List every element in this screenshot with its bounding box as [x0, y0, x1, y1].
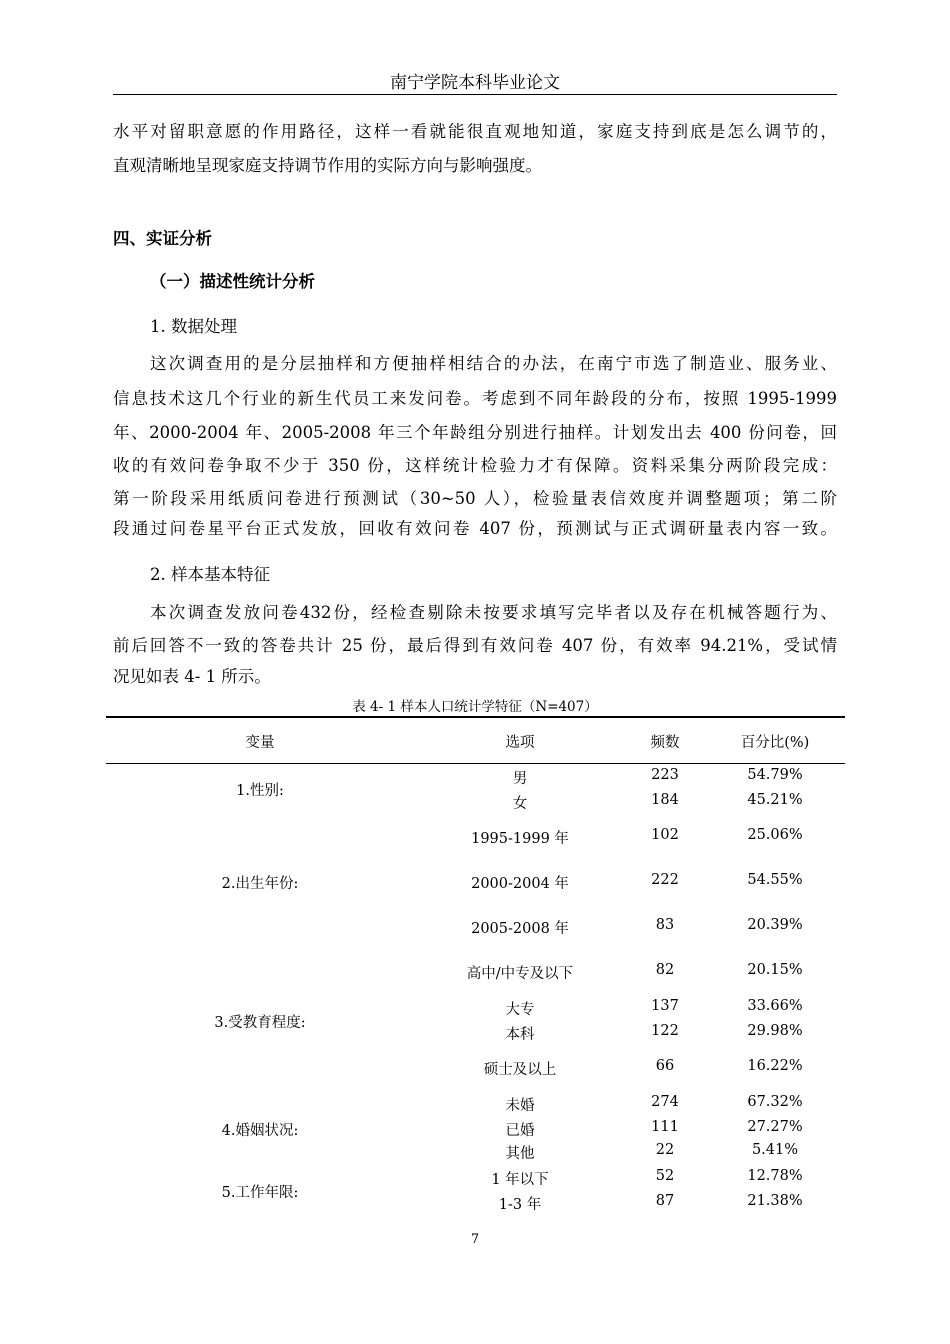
sub1-line-1: 这次调查用的是分层抽样和方便抽样相结合的办法，在南宁市选了制造业、服务业、 [150, 354, 837, 373]
table-row-percent: 29.98% [747, 1023, 803, 1039]
sub1-line-4: 收的有效问卷争取不少于 350 份，这样统计检验力才有保障。资料采集分两阶段完成： [113, 456, 837, 475]
table-row-count: 52 [655, 1168, 675, 1184]
table-header-option: 选项 [505, 735, 535, 751]
table-row-option: 1-3 年 [498, 1197, 542, 1213]
table-row-option: 女 [512, 796, 528, 812]
table-header-count: 频数 [650, 735, 680, 751]
table-row-count: 122 [651, 1023, 679, 1039]
table-row-count: 83 [655, 917, 675, 933]
table-caption: 表 4- 1 样本人口统计学特征（N=407） [352, 699, 598, 715]
table-row-count: 274 [651, 1094, 679, 1110]
table-row-percent: 33.66% [747, 998, 803, 1014]
table-top-rule [106, 716, 845, 718]
sub1-line-2: 信息技术这几个行业的新生代员工来发问卷。考虑到不同年龄段的分布，按照 1995-1999 [113, 389, 837, 408]
table-row-option: 1995-1999 年 [471, 831, 569, 847]
group-label-education: 3.受教育程度: [214, 1015, 306, 1031]
table-row-percent: 54.55% [747, 872, 803, 888]
page-number: 7 [470, 1232, 480, 1247]
table-row-count: 137 [651, 998, 679, 1014]
intro-line-1: 水平对留职意愿的作用路径，这样一看就能很直观地知道，家庭支持到底是怎么调节的， [113, 122, 837, 141]
table-row-option: 高中/中专及以下 [466, 966, 574, 982]
section-heading: 四、实证分析 [113, 229, 212, 248]
sub1-title: 1. 数据处理 [150, 317, 237, 336]
table-row-option: 男 [512, 771, 528, 787]
table-row-count: 22 [655, 1142, 675, 1158]
group-label-birth-year: 2.出生年份: [221, 876, 299, 892]
table-row-percent: 27.27% [747, 1119, 803, 1135]
table-row-option: 其他 [505, 1146, 535, 1162]
table-row-percent: 20.15% [747, 962, 803, 978]
sub2-title: 2. 样本基本特征 [150, 565, 270, 584]
header-rule [113, 94, 837, 95]
running-header: 南宁学院本科毕业论文 [390, 73, 560, 93]
table-row-percent: 5.41% [751, 1142, 799, 1158]
table-row-count: 82 [655, 962, 675, 978]
table-row-option: 大专 [505, 1002, 535, 1018]
table-row-count: 87 [655, 1193, 675, 1209]
table-row-percent: 54.79% [747, 767, 803, 783]
table-row-percent: 45.21% [747, 792, 803, 808]
table-header-percent: 百分比(%) [740, 735, 810, 751]
table-header-rule [106, 763, 845, 764]
table-row-option: 已婚 [505, 1123, 535, 1139]
sub1-line-5: 第一阶段采用纸质问卷进行预测试（30~50 人），检验量表信效度并调整题项；第二阶 [113, 489, 837, 508]
group-label-work-years: 5.工作年限: [221, 1185, 299, 1201]
sub2-line-3: 况见如表 4- 1 所示。 [113, 667, 271, 686]
table-row-count: 222 [651, 872, 679, 888]
table-row-percent: 67.32% [747, 1094, 803, 1110]
sub1-line-3: 年、2000-2004 年、2005-2008 年三个年龄组分别进行抽样。计划发出去 400 份问卷，回 [113, 423, 837, 442]
table-row-percent: 20.39% [747, 917, 803, 933]
table-row-percent: 12.78% [747, 1168, 803, 1184]
sub2-line-1: 本次调查发放问卷432份，经检查剔除未按要求填写完毕者以及存在机械答题行为、 [150, 603, 837, 622]
table-row-count: 111 [651, 1119, 679, 1135]
table-row-percent: 16.22% [747, 1058, 803, 1074]
table-row-count: 102 [651, 827, 679, 843]
table-row-option: 硕士及以上 [483, 1062, 557, 1078]
table-row-count: 184 [651, 792, 679, 808]
table-row-percent: 25.06% [747, 827, 803, 843]
intro-line-2: 直观清晰地呈现家庭支持调节作用的实际方向与影响强度。 [113, 156, 542, 175]
table-row-option: 2000-2004 年 [471, 876, 569, 892]
group-label-gender: 1.性别: [236, 783, 284, 799]
table-row-option: 本科 [505, 1027, 535, 1043]
sub2-line-2: 前后回答不一致的答卷共计 25 份，最后得到有效问卷 407 份，有效率 94.21%，受试情 [113, 636, 837, 655]
table-row-option: 未婚 [505, 1098, 535, 1114]
table-row-option: 2005-2008 年 [471, 921, 569, 937]
table-row-count: 223 [651, 767, 679, 783]
subsection-heading: （一）描述性统计分析 [150, 272, 315, 291]
group-label-marital-status: 4.婚姻状况: [221, 1123, 299, 1139]
table-row-count: 66 [655, 1058, 675, 1074]
table-row-percent: 21.38% [747, 1193, 803, 1209]
table-header-variable: 变量 [245, 735, 275, 751]
sub1-line-6: 段通过问卷星平台正式发放，回收有效问卷 407 份，预测试与正式调研量表内容一致。 [113, 519, 837, 538]
table-row-option: 1 年以下 [491, 1172, 549, 1188]
